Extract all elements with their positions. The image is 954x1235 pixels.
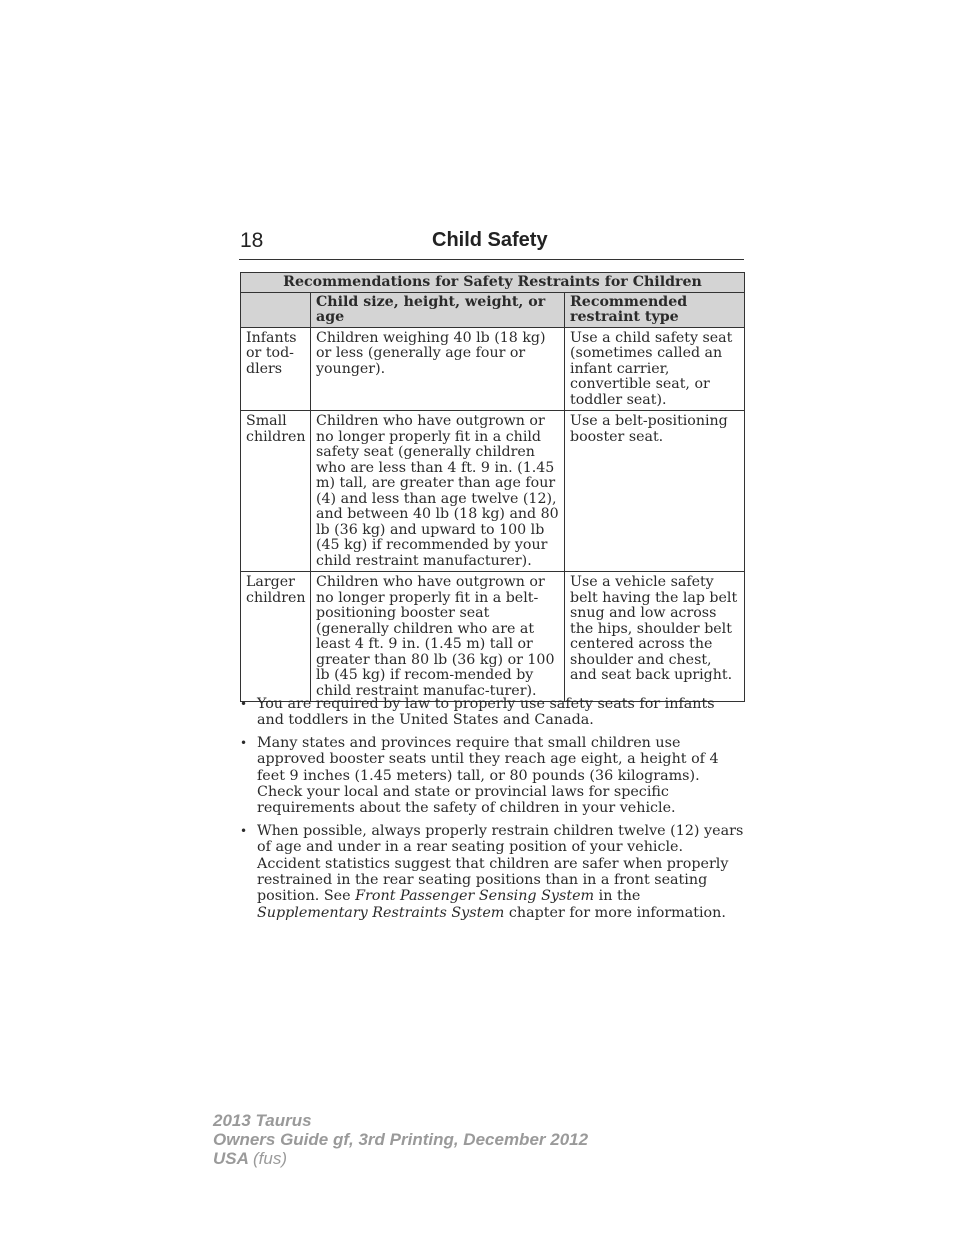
- page-number: 18: [240, 229, 264, 252]
- table-header-row: [241, 292, 745, 327]
- cross-reference-link[interactable]: Supplementary Restraints System: [257, 904, 505, 921]
- footer-model: 2013 Taurus: [213, 1111, 312, 1130]
- bullet-text-part: When possible, always properly restrain children twelve (12) years of age and under in a rear seating position of your vehicle. Accident statistics suggest that children are safer when properly restrained in the rear seating positions than in a front seating position. See: [257, 822, 744, 905]
- footer-region-code: (fus): [253, 1149, 287, 1168]
- footer-region: [213, 1149, 588, 1168]
- bullet-text-part: chapter for more information.: [504, 904, 726, 921]
- row-size: Children weighing 40 lb (18 kg) or less (generally age four or younger).: [311, 327, 565, 411]
- table-caption-row: [241, 273, 745, 293]
- row-restraint: Use a belt-positioning booster seat.: [565, 411, 745, 572]
- bullet-icon: •: [240, 735, 248, 750]
- page-header: [239, 229, 744, 260]
- section-title: Child Safety: [432, 229, 548, 251]
- bullet-text: [257, 823, 743, 921]
- safety-restraints-table: [240, 272, 745, 702]
- bullet-icon: •: [240, 697, 248, 711]
- row-size: Children who have outgrown or no longer properly fit in a belt-positioning booster seat (generally children who are at least 4 ft. 9 in. (1.45 m) tall or greater than 80 lb (36 kg) or 100 lb (45 kg) if recom-mended by child restraint manufac-turer).: [311, 572, 565, 702]
- row-category: Larger children: [241, 572, 311, 702]
- footer-region-name: USA: [213, 1149, 249, 1168]
- column-header-category: [241, 292, 311, 327]
- row-size: Children who have outgrown or no longer properly fit in a child safety seat (generally children who are less than 4 ft. 9 in. (1.45 m) tall, are greater than age four (4) and less than age twelve (12), and between 40 lb (18 kg) and 80 lb (36 kg) and upward to 100 lb (45 kg) if recommended by your child restraint manufacturer).: [311, 411, 565, 572]
- bullet-list: [240, 696, 745, 927]
- row-category: Infants or tod-dlers: [241, 327, 311, 411]
- page-footer: [213, 1111, 588, 1168]
- table-caption: Recommendations for Safety Restraints for Children: [241, 273, 745, 293]
- column-header-restraint: Recommended restraint type: [565, 292, 745, 327]
- row-restraint: Use a vehicle safety belt having the lap belt snug and low across the hips, shoulder belt centered across the shoulder and chest, and seat back upright.: [565, 572, 745, 702]
- list-item: [240, 696, 745, 729]
- list-item: [240, 735, 745, 817]
- table-row: [241, 411, 745, 572]
- cross-reference-link[interactable]: Front Passenger Sensing System: [355, 888, 595, 905]
- bullet-text: Many states and provinces require that small children use approved booster seats until they reach age eight, a height of 4 feet 9 inches (1.45 meters) tall, or 80 pounds (36 kilograms). Check your local and state or provincial laws for specific requirements about the safety of children in your vehicle.: [257, 734, 719, 817]
- footer-edition: Owners Guide gf, 3rd Printing, December 2012: [213, 1130, 589, 1149]
- list-item: [240, 823, 745, 921]
- bullet-text-part: in the: [594, 888, 641, 905]
- column-header-size: Child size, height, weight, or age: [311, 292, 565, 327]
- bullet-text: You are required by law to properly use safety seats for infants and toddlers in the United States and Canada.: [257, 696, 715, 729]
- row-restraint: Use a child safety seat (sometimes called an infant carrier, convertible seat, or toddler seat).: [565, 327, 745, 411]
- table-row: [241, 327, 745, 411]
- table-row: [241, 572, 745, 702]
- bullet-icon: •: [240, 823, 248, 838]
- row-category: Small children: [241, 411, 311, 572]
